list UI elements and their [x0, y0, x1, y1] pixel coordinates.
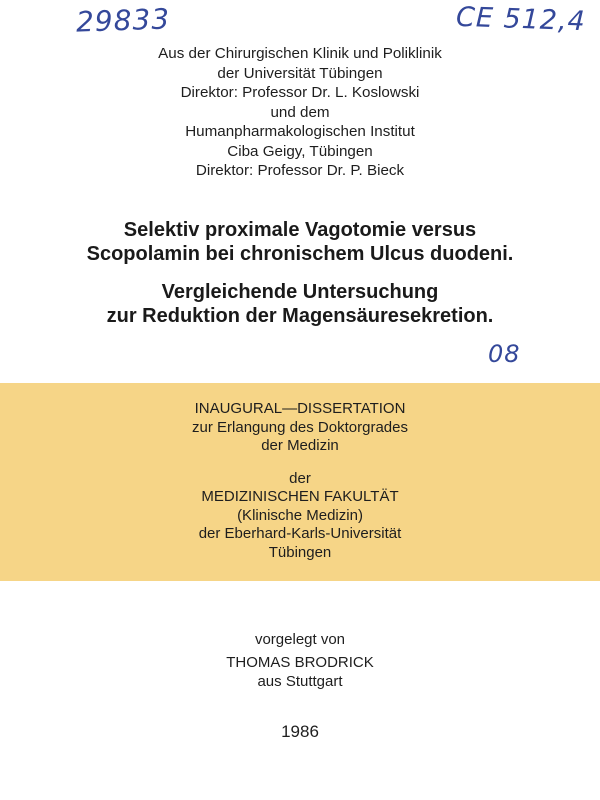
- faculty-line: MEDIZINISCHEN FAKULTÄT: [201, 488, 399, 505]
- presented-by: vorgelegt von: [254, 631, 346, 648]
- affiliation-block: [0, 44, 600, 181]
- dissertation-line: zur Erlangung des Doktorgrades: [192, 418, 408, 436]
- faculty-line: Tübingen: [268, 543, 332, 561]
- affiliation-line: Direktor: Professor Dr. P. Bieck: [195, 162, 405, 179]
- author-block: [0, 630, 600, 691]
- title-line: Selektiv proximale Vagotomie versus: [123, 219, 477, 241]
- affiliation-line: Direktor: Professor Dr. L. Koslowski: [180, 84, 420, 101]
- handwritten-shelf-mark: CE 512,4: [455, 1, 587, 38]
- affiliation-line: Humanpharmakologischen Institut: [185, 123, 415, 140]
- publication-year: 1986: [281, 722, 319, 741]
- faculty-line: der Eberhard-Karls-Universität: [198, 525, 402, 542]
- dissertation-block: [0, 400, 600, 562]
- author-origin: aus Stuttgart: [257, 673, 343, 690]
- dissertation-title: [0, 218, 600, 328]
- handwritten-annotation: 08: [488, 340, 521, 368]
- dissertation-line: der Medizin: [261, 437, 339, 454]
- affiliation-line: und dem: [270, 103, 330, 121]
- faculty-line: der: [289, 469, 311, 487]
- affiliation-line: Aus der Chirurgischen Klinik und Poliklinik: [158, 45, 442, 62]
- handwritten-catalog-number: 29833: [75, 2, 171, 39]
- title-line: Scopolamin bei chronischem Ulcus duodeni.: [86, 243, 514, 265]
- affiliation-line: der Universität Tübingen: [217, 64, 383, 82]
- faculty-line: (Klinische Medizin): [237, 506, 363, 524]
- subtitle-line: zur Reduktion der Magensäuresekretion.: [106, 305, 494, 327]
- subtitle-line: Vergleichende Untersuchung: [161, 281, 439, 303]
- author-name: THOMAS BRODRICK: [226, 654, 374, 671]
- affiliation-line: Ciba Geigy, Tübingen: [227, 142, 373, 160]
- dissertation-line: INAUGURAL—DISSERTATION: [194, 400, 406, 417]
